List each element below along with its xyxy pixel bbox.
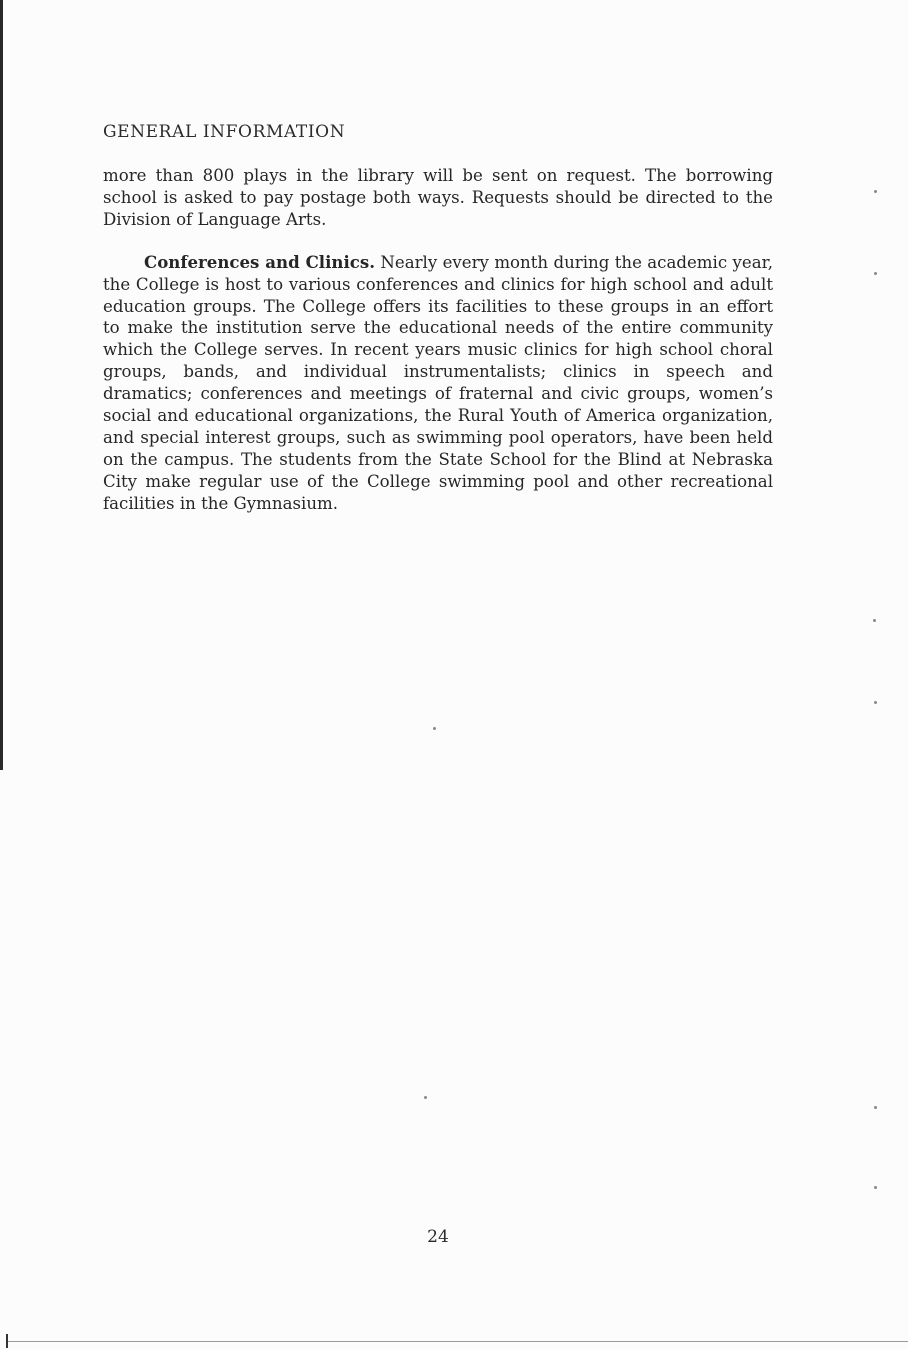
paragraph-2 [103,252,773,515]
scan-speck [874,1186,877,1189]
running-head: GENERAL INFORMATION [103,122,346,142]
paragraph-1: more than 800 plays in the library will be sent on request. The borrowing school is asked to pay postage both ways. Requests should be directed to the Division of Language Arts. [103,166,773,229]
paragraph-2-text: Nearly every month during the academic year, the College is host to various conferences and clinics for high school and adult education groups. The College offers its facilities to these groups in an effort to make the institution serve the educational needs of the entire community which the College serves. In recent years music clinics for high school choral groups, bands, and individual instrumentalists; clinics in speech and dramatics; conferences and meetings of fraternal and civic groups, women’s social and educational organizations, the Rural Youth of America organization, and special interest groups, such as swimming pool operators, have been held on the campus. The students from the State School for the Blind at Nebraska City make regular use of the College swimming pool and other recreational facilities in the Gymnasium. [103,252,773,513]
run-in-heading: Conferences and Clinics. [144,251,375,272]
scan-speck [424,1096,427,1099]
scan-bottom-tick [6,1334,8,1348]
scan-speck [874,1106,877,1109]
scan-left-edge [0,0,3,770]
page-number: 24 [427,1227,449,1247]
scan-speck [433,727,436,730]
scan-bottom-edge [6,1341,908,1342]
scan-speck [874,272,877,275]
scan-speck [874,701,877,704]
body-text [103,165,773,515]
scan-speck [873,619,876,622]
scan-speck [874,190,877,193]
